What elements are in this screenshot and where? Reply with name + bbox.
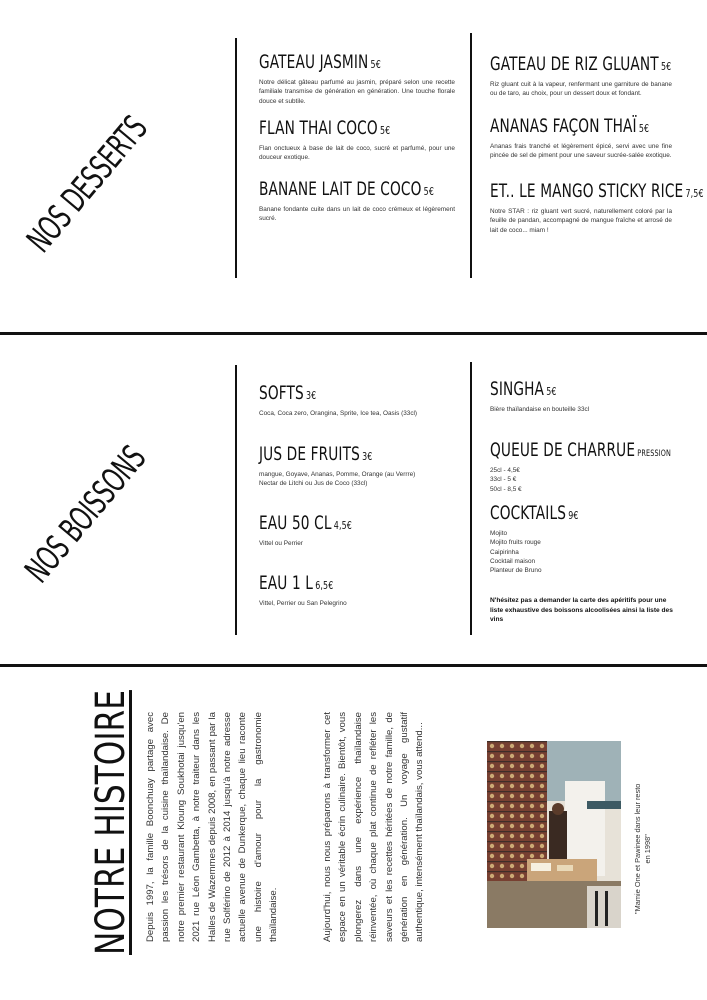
drink-name: JUS DE FRUITS [259, 443, 360, 465]
histoire-paragraph-1: Depuis 1997, la famille Boonchuay partage avec passion les trésors de la cuisine thaïlandaise. De notre premier restaurant Kloung Soukhotai jusqu'en 2021 rue Léon Gambetta, à notre traiteur dans les Halles de Wazemmes depuis 2008, en passant par la rue Solférino de 2012 à 2014 jusqu'à notre adresse actuelle avenue de Dunkerque, chaque lieu raconte une histoire d'amour pour la gastronomie thaïlandaise. [145, 712, 280, 942]
dessert-item [259, 53, 455, 106]
desserts-divider-left [235, 38, 237, 278]
desserts-divider-right [470, 33, 472, 278]
caption-line: en 1998" [643, 834, 652, 864]
drink-line: 25cl - 4,5€ [490, 467, 520, 474]
dessert-name: GATEAU DE RIZ GLUANT [490, 53, 659, 75]
histoire-title: NOTRE HISTOIRE [88, 690, 134, 955]
dessert-name: GATEAU JASMIN [259, 51, 369, 73]
drink-line: Vittel ou Perrier [259, 540, 303, 547]
drink-line: Caipirinha [490, 548, 519, 556]
dessert-description: Banane fondante cuite dans un lait de coco crémeux et légèrement sucré. [259, 206, 455, 223]
drink-item [259, 514, 459, 548]
drink-line: Nectar de Litchi ou Jus de Coco (33cl) [259, 480, 368, 488]
dessert-price: 5€ [423, 185, 435, 198]
dessert-description: Riz gluant cuit à la vapeur, renfermant une garniture de banane ou de taro, au choix, pour un dessert doux et fondant. [490, 81, 672, 98]
drink-line: Bière thaïlandaise en bouteille 33cl [490, 406, 590, 413]
dessert-description: Notre délicat gâteau parfumé au jasmin, préparé selon une recette familiale transmise de génération en génération. Une touche florale douce et subtile. [259, 79, 455, 105]
drink-item [490, 504, 680, 575]
boissons-divider-right [470, 362, 472, 635]
dessert-name: ANANAS FAÇON THAÏ [490, 115, 637, 137]
drink-item [259, 445, 459, 489]
dessert-name: FLAN THAI COCO [259, 117, 378, 139]
dessert-price: 7,5€ [685, 187, 704, 200]
dessert-item [490, 117, 672, 161]
drink-line: Mojito [490, 530, 508, 537]
drink-line: mangue, Goyave, Ananas, Pomme, Orange (au Verrre) [259, 471, 416, 478]
restaurant-photo-image [487, 741, 621, 928]
drink-item [259, 384, 459, 418]
drink-item [490, 441, 690, 494]
boissons-title: NOS BOISSONS [17, 438, 155, 591]
dessert-price: 5€ [379, 124, 391, 137]
drink-name: SINGHA [490, 378, 545, 400]
drink-price: 4,5€ [333, 519, 352, 532]
dessert-name: ET.. LE MANGO STICKY RICE [490, 180, 684, 202]
dessert-price: 5€ [370, 58, 381, 71]
drinks-note: N'hésitez pas a demander la carte des apéritifs pour une liste exhaustive des boissons alcoolisées ainsi la liste des vins [490, 597, 673, 624]
drink-line: Mojito fruits rouge [490, 539, 541, 547]
drink-line: 50cl - 8,5 € [490, 485, 522, 493]
photo-caption [633, 784, 653, 914]
dessert-name: BANANE LAIT DE COCO [259, 178, 422, 200]
boissons-divider-left [235, 365, 237, 635]
drink-item [259, 574, 459, 608]
drink-price: PRESSION [637, 449, 672, 459]
drink-name: EAU 1 L [259, 572, 314, 594]
caption-line: "Mamie One et Pawinee dans leur resto [633, 783, 642, 914]
drink-price: 9€ [568, 509, 579, 522]
drink-item [490, 380, 680, 414]
histoire-paragraph-2: Aujourd'hui, nous nous préparons à transformer cet espace en un véritable écrin culinaire. Bientôt, vous plongerez dans une expérience thaïlandaise réinventée, où chaque plat continue de refléter les saveurs et les recettes héritées de notre famille, de génération en génération. Un voyage gustatif authentique, intensément thaïlandais, vous attend... [322, 712, 426, 942]
family-photo [487, 741, 621, 928]
drink-price: 3€ [306, 389, 317, 402]
drink-name: SOFTS [259, 382, 304, 404]
dessert-item [490, 180, 704, 235]
dessert-description: Ananas frais tranché et légèrement épicé, servi avec une fine pincée de sel de piment pour une saveur sucrée-salée exotique. [490, 143, 672, 160]
drink-line: Coca, Coca zero, Orangina, Sprite, Ice tea, Oasis (33cl) [259, 410, 418, 417]
drink-name: QUEUE DE CHARRUE [490, 439, 636, 461]
drink-line: Cocktail maison [490, 557, 536, 565]
desserts-title: NOS DESSERTS [19, 108, 156, 261]
dessert-item [490, 55, 672, 99]
drink-line: 33cl - 5 € [490, 476, 517, 484]
drink-price: 6,5€ [315, 579, 334, 592]
drink-line: Planteur de Bruno [490, 567, 542, 575]
drink-line: Vittel, Perrier ou San Pelegrino [259, 600, 347, 607]
section-divider [0, 332, 707, 335]
drink-name: EAU 50 CL [259, 512, 332, 534]
dessert-description: Flan onctueux à base de lait de coco, sucré et parfumé, pour une douceur exotique. [259, 145, 455, 162]
dessert-description: Notre STAR : riz gluant vert sucré, naturellement coloré par la feuille de pandan, accompagné de mangue fraîche et arrosé de lait de coco... miam ! [490, 208, 672, 234]
drink-price: 3€ [362, 450, 373, 463]
dessert-item [259, 119, 455, 163]
dessert-price: 5€ [638, 122, 650, 135]
dessert-price: 5€ [660, 60, 672, 73]
drink-name: COCKTAILS [490, 502, 567, 524]
drink-price: 5€ [546, 385, 557, 398]
dessert-item [259, 180, 455, 224]
